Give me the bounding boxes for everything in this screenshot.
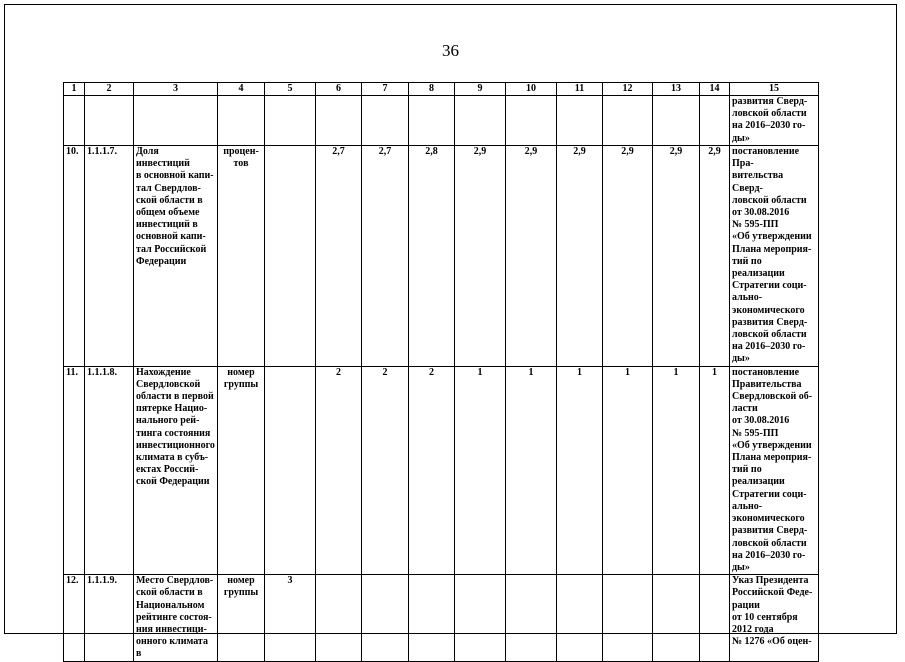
year-value-cell xyxy=(506,96,557,146)
year-value-cell xyxy=(316,575,362,661)
year-value-cell-text: 1 xyxy=(673,366,679,378)
year-value-cell xyxy=(409,96,455,146)
year-value-cell-text: 1 xyxy=(528,366,534,378)
year-value-cell xyxy=(700,366,730,574)
column-number: 6 xyxy=(316,83,362,96)
year-value-cell xyxy=(455,366,506,574)
indicator-name-cell-text: Доля инвестиций в основной капи- тал Свердлов- ской области в общем объеме инвестиций в основной капи- тал Российской Федерации xyxy=(136,146,214,267)
indicator-name-cell xyxy=(134,366,218,574)
year-value-cell xyxy=(557,96,603,146)
year-value-cell xyxy=(506,575,557,661)
column-number: 10 xyxy=(506,83,557,96)
year-value-cell-text: 2,9 xyxy=(669,146,683,157)
year-value-cell xyxy=(653,146,700,367)
table-row xyxy=(64,146,819,367)
year-value-cell-text: 2,9 xyxy=(621,146,634,157)
year-value-cell xyxy=(362,366,409,574)
row-number-cell xyxy=(64,366,85,574)
indicator-code-cell xyxy=(85,575,134,661)
column-number: 7 xyxy=(362,83,409,96)
year-value-cell xyxy=(603,96,653,146)
row-number-cell-text: 11. xyxy=(66,366,78,378)
unit-cell xyxy=(218,366,265,574)
indicator-code-cell-text: 1.1.1.7. xyxy=(87,146,117,157)
year-value-cell-text: 2,9 xyxy=(708,146,721,157)
row-number-cell xyxy=(64,96,85,146)
column-number: 14 xyxy=(700,83,730,96)
year-value-cell xyxy=(362,575,409,661)
column-number: 13 xyxy=(653,83,700,96)
column-number: 9 xyxy=(455,83,506,96)
column-number: 1 xyxy=(64,83,85,96)
base-value-cell xyxy=(265,575,316,661)
year-value-cell-text: 2,9 xyxy=(524,146,538,157)
indicator-name-cell-text: Место Свердлов- ской области в Национальном рейтинге состоя- ния инвестици- онного климата в xyxy=(136,575,214,660)
source-document-cell-text: постановление Правительства Свердловской об- ласти от 30.08.2016 № 595-ПП «Об утверждении Плана мероприя- тий по реализации Стратегии соци- ально- экономического развития Сверд- ловской области на 2016–2030 го- ды» xyxy=(732,366,813,573)
year-value-cell xyxy=(316,96,362,146)
unit-cell-text: номер группы xyxy=(223,575,259,599)
year-value-cell xyxy=(603,146,653,367)
year-value-cell-text: 2 xyxy=(382,366,388,378)
year-value-cell xyxy=(653,96,700,146)
source-document-cell-text: Указ Президента Российской Феде- рации от 10 сентября 2012 года № 1276 «Об оцен- xyxy=(732,575,813,648)
indicator-name-cell xyxy=(134,146,218,367)
year-value-cell-text: 2 xyxy=(336,366,341,378)
year-value-cell xyxy=(603,575,653,661)
column-number: 12 xyxy=(603,83,653,96)
year-value-cell-text: 1 xyxy=(477,366,483,378)
indicator-name-cell xyxy=(134,575,218,661)
year-value-cell xyxy=(409,146,455,367)
year-value-cell xyxy=(455,575,506,661)
row-number-cell-text: 10. xyxy=(66,146,79,157)
column-number: 2 xyxy=(85,83,134,96)
row-number-cell xyxy=(64,146,85,367)
year-value-cell xyxy=(316,366,362,574)
year-value-cell-text: 1 xyxy=(625,366,630,378)
year-value-cell xyxy=(455,146,506,367)
year-value-cell xyxy=(603,366,653,574)
year-value-cell xyxy=(700,96,730,146)
year-value-cell xyxy=(557,366,603,574)
year-value-cell xyxy=(409,575,455,661)
year-value-cell-text: 1 xyxy=(712,366,717,378)
row-number-cell-text: 12. xyxy=(66,575,79,587)
year-value-cell xyxy=(455,96,506,146)
column-number: 4 xyxy=(218,83,265,96)
year-value-cell-text: 1 xyxy=(577,366,582,378)
year-value-cell xyxy=(506,366,557,574)
indicator-code-cell xyxy=(85,146,134,367)
year-value-cell xyxy=(409,366,455,574)
indicator-name-cell-text: Нахождение Свердловской области в первой пятерке Нацио- нального рей- тинга состояния инвестиционного климата в субъ- ектах Россий- ской Федерации xyxy=(136,366,215,488)
column-number: 11 xyxy=(557,83,603,96)
column-number: 5 xyxy=(265,83,316,96)
column-number: 15 xyxy=(730,83,819,96)
year-value-cell-text: 2,8 xyxy=(425,146,438,157)
source-document-cell xyxy=(730,146,819,367)
column-number-row xyxy=(64,83,819,96)
source-document-cell-text: постановление Пра- вительства Сверд- ловской области от 30.08.2016 № 595-ПП «Об утверждении Плана мероприя- тий по реализации Стратегии соци- ально- экономического развития Сверд- ловской области на 2016–2030 го- ды» xyxy=(732,146,812,365)
year-value-cell xyxy=(362,146,409,367)
table-row xyxy=(64,575,819,661)
year-value-cell-text: 2 xyxy=(429,366,434,378)
unit-cell-text: процен- тов xyxy=(223,146,259,170)
year-value-cell xyxy=(653,575,700,661)
base-value-cell xyxy=(265,96,316,146)
year-value-cell-text: 2,7 xyxy=(378,146,392,157)
column-number: 8 xyxy=(409,83,455,96)
unit-cell xyxy=(218,96,265,146)
base-value-cell xyxy=(265,146,316,367)
indicators-table xyxy=(63,82,819,662)
source-document-cell xyxy=(730,575,819,661)
year-value-cell-text: 2,7 xyxy=(332,146,345,157)
indicator-code-cell xyxy=(85,366,134,574)
year-value-cell xyxy=(316,146,362,367)
indicator-name-cell xyxy=(134,96,218,146)
table-row xyxy=(64,366,819,574)
year-value-cell xyxy=(506,146,557,367)
source-document-cell xyxy=(730,366,819,574)
year-value-cell xyxy=(700,146,730,367)
page-number: 36 xyxy=(442,41,459,60)
row-number-cell xyxy=(64,575,85,661)
year-value-cell xyxy=(653,366,700,574)
column-number: 3 xyxy=(134,83,218,96)
unit-cell xyxy=(218,146,265,367)
source-document-cell-text: развития Сверд- ловской области на 2016–2030 го- ды» xyxy=(732,96,808,144)
year-value-cell xyxy=(557,146,603,367)
year-value-cell xyxy=(700,575,730,661)
base-value-cell-text: 3 xyxy=(287,575,293,587)
base-value-cell xyxy=(265,366,316,574)
indicator-code-cell xyxy=(85,96,134,146)
unit-cell-text: номер группы xyxy=(223,366,259,390)
source-document-cell xyxy=(730,96,819,146)
year-value-cell xyxy=(557,575,603,661)
unit-cell xyxy=(218,575,265,661)
indicator-code-cell-text: 1.1.1.9. xyxy=(87,575,117,587)
table-row xyxy=(64,96,819,146)
year-value-cell-text: 2,9 xyxy=(573,146,586,157)
document-page xyxy=(4,4,897,660)
indicator-code-cell-text: 1.1.1.8. xyxy=(87,366,117,378)
year-value-cell xyxy=(362,96,409,146)
year-value-cell-text: 2,9 xyxy=(473,146,487,157)
